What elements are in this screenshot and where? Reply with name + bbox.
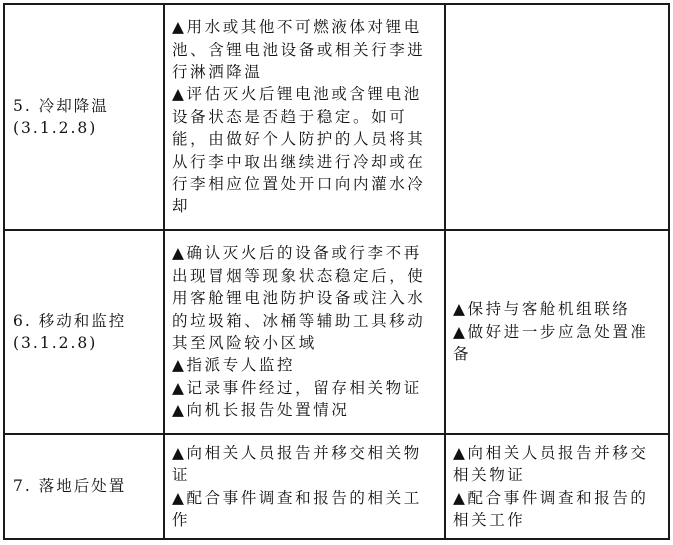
step-title: 5. 冷却降温 <box>13 96 109 115</box>
action-cell <box>164 434 445 539</box>
action-item: ▲用水或其他不可燃液体对锂电池、含锂电池设备或相关行李进行淋洒降温 <box>172 18 426 81</box>
action-item: ▲配合事件调查和报告的相关工作 <box>172 488 422 529</box>
coordination-cell <box>445 4 669 230</box>
step-cell <box>4 434 164 539</box>
coordination-item: ▲做好进一步应急处置准备 <box>453 322 649 364</box>
table-row <box>4 4 669 230</box>
step-title: 6. 移动和监控 <box>13 311 127 330</box>
action-item: ▲评估灭火后锂电池或含锂电池设备状态是否趋于稳定。如可能，由做好个人防护的人员将其从行李中取出继续进行冷却或在行李相应位置处开口向内灌水冷却 <box>172 85 426 216</box>
step-cell <box>4 230 164 434</box>
coordination-item: ▲保持与客舱机组联络 <box>453 300 631 319</box>
action-cell <box>164 4 445 230</box>
coordination-cell <box>445 230 669 434</box>
coordination-cell <box>445 434 669 539</box>
coordination-item: ▲向相关人员报告并移交相关物证 <box>453 443 649 485</box>
table-row <box>4 230 669 434</box>
step-title: 7. 落地后处置 <box>13 477 127 496</box>
step-cell <box>4 4 164 230</box>
coordination-item: ▲配合事件调查和报告的相关工作 <box>453 488 649 529</box>
action-item: ▲指派专人监控 <box>172 356 296 375</box>
procedure-table <box>3 3 670 540</box>
action-item: ▲确认灭火后的设备或行李不再出现冒烟等现象状态稳定后，使用客舱锂电池防护设备或注入水的垃圾箱、冰桶等辅助工具移动其至风险较小区域 <box>172 244 426 352</box>
action-cell <box>164 230 445 434</box>
action-item: ▲记录事件经过，留存相关物证 <box>172 378 422 397</box>
step-reference: (3.1.2.8) <box>13 119 98 137</box>
action-item: ▲向相关人员报告并移交相关物证 <box>172 443 422 485</box>
action-item: ▲向机长报告处置情况 <box>172 401 350 420</box>
step-reference: (3.1.2.8) <box>13 334 98 352</box>
table-row <box>4 434 669 539</box>
